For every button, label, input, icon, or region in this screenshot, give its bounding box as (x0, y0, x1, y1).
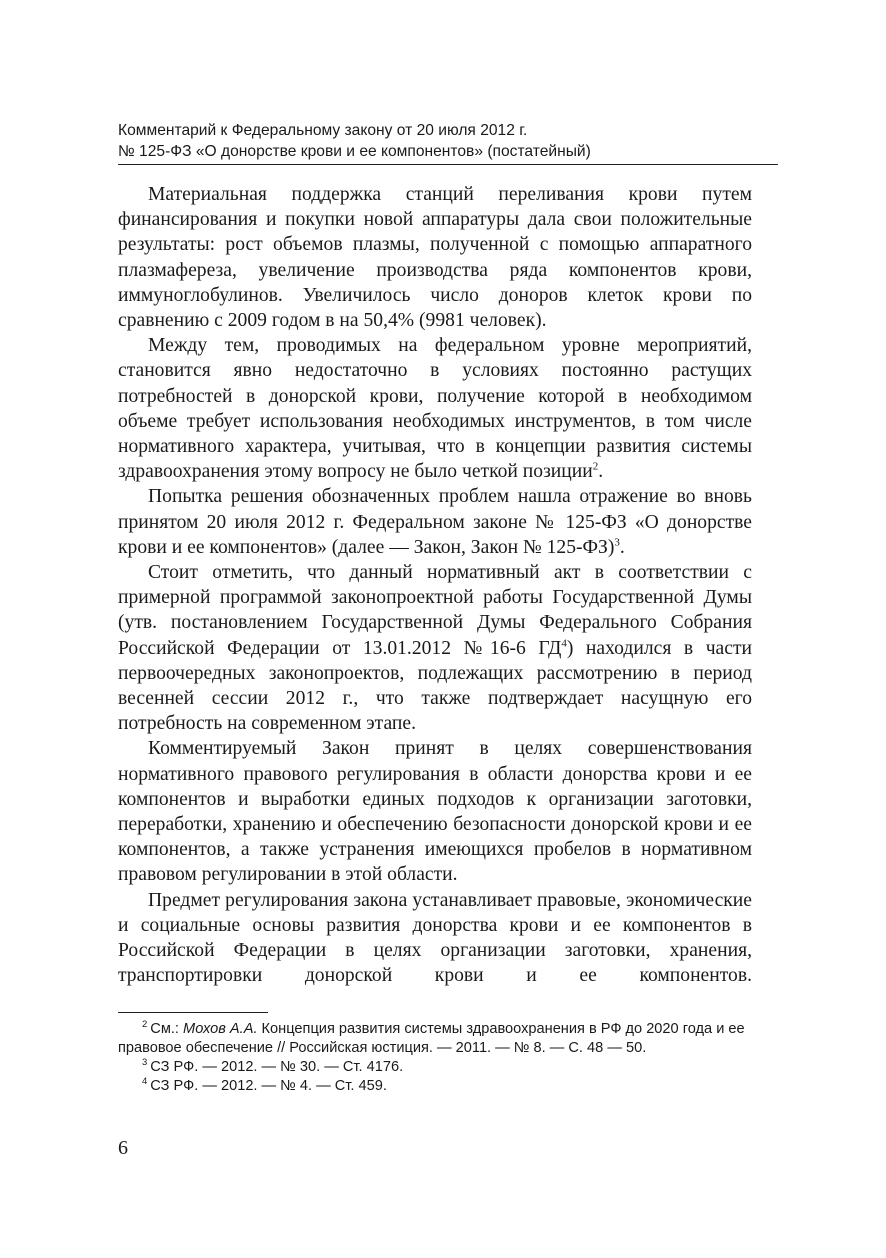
header-divider (118, 164, 778, 165)
footnote-4 (118, 1077, 752, 1096)
paragraph-text: Между тем, проводимых на федеральном уровне мероприятий, становится явно недостаточно в условиях постоянно растущих потребностей в донорской крови, получение которой в необходимом объеме требует использования необходимых инструментов, в том числе нормативного характера, учитывая, что в концепции развития системы здравоохранения этому вопросу не было четкой позиции (118, 335, 752, 483)
paragraph-text-tail: ) находился в части первоочередных законопроектов, подлежащих рассмотрению в период весенней сессии 2012 г., что также подтверждает насущную его потребность на современном этапе. (118, 637, 752, 735)
paragraph-2 (118, 333, 752, 484)
footnote-ref[interactable]: 4 (561, 637, 567, 650)
main-text (118, 182, 752, 989)
paragraph-6 (118, 888, 752, 989)
footnotes (118, 1020, 752, 1096)
footnote-text: Концепция развития системы здравоохранения в РФ до 2020 года и ее правовое обеспечение // Российская юстиция. — 2011. — № 8. — С. 48 — 50. (118, 1021, 745, 1056)
paragraph-text: Попытка решения обозначенных проблем нашла отражение во вновь принятом 20 июля 2012 г. Федеральном законе № 125-ФЗ «О донорстве крови и ее компонентов» (далее — Закон, Закон № 125-ФЗ) (118, 486, 752, 558)
footnote-ref[interactable]: 3 (614, 536, 620, 549)
footnote-3 (118, 1058, 752, 1077)
running-header (118, 120, 778, 162)
header-line-2: № 125-ФЗ «О донорстве крови и ее компонентов» (постатейный) (118, 143, 591, 160)
paragraph-text: Стоит отметить, что данный нормативный акт в соответствии с примерной программой законопроектной работы Государственной Думы (утв. постановлением Государственной Думы Федерального Собрания Российской Федерации от 13.01.2012 №16-6 ГД (118, 562, 752, 659)
footnote-divider (118, 1012, 268, 1013)
paragraph-text: Предмет регулирования закона устанавливает правовые, экономические и социальные основы развития донорства крови и ее компонентов в Российской Федерации в целях организации заготовки, хранения, транспортировки донорской крови и ее компонентов. (118, 889, 752, 987)
footnote-text: СЗ РФ. — 2012. — № 4. — Ст. 459. (150, 1078, 387, 1094)
paragraph-text-tail: . (619, 536, 625, 558)
paragraph-3 (118, 484, 752, 560)
paragraph-5 (118, 736, 752, 887)
page-number: 6 (118, 1137, 128, 1159)
footnote-number: 2 (142, 1019, 148, 1031)
footnote-ref[interactable]: 2 (592, 460, 599, 473)
footnote-author: Мохов А.А. (183, 1021, 258, 1037)
footnote-prefix: См.: (150, 1021, 184, 1037)
paragraph-1 (118, 182, 752, 333)
paragraph-text: Материальная поддержка станций переливания крови путем финансирования и покупки новой аппаратуры дала свои положительные результаты: рост объемов плазмы, полученной с помощью аппаратного плазмафереза, увеличение производства ряда компонентов крови, иммуноглобулинов. Увеличилось число доноров клеток крови по сравнению с 2009 годом в на 50,4% (9981 человек). (118, 184, 752, 332)
paragraph-text: Комментируемый Закон принят в целях совершенствования нормативного правового регулирования в области донорства крови и ее компонентов и выработки единых подходов к организации заготовки, переработки, хранению и обеспечению безопасности донорской крови и ее компонентов, а также устранения имеющихся пробелов в нормативном правовом регулировании в этой области. (118, 738, 752, 886)
footnote-2 (118, 1020, 752, 1058)
paragraph-4 (118, 560, 752, 736)
paragraph-text-tail: . (598, 461, 604, 483)
footnote-number: 4 (142, 1076, 148, 1088)
header-line-1: Комментарий к Федеральному закону от 20 июля 2012 г. (118, 122, 528, 139)
footnote-text: СЗ РФ. — 2012. — № 30. — Ст. 4176. (150, 1059, 404, 1075)
footnote-number: 3 (142, 1057, 148, 1069)
